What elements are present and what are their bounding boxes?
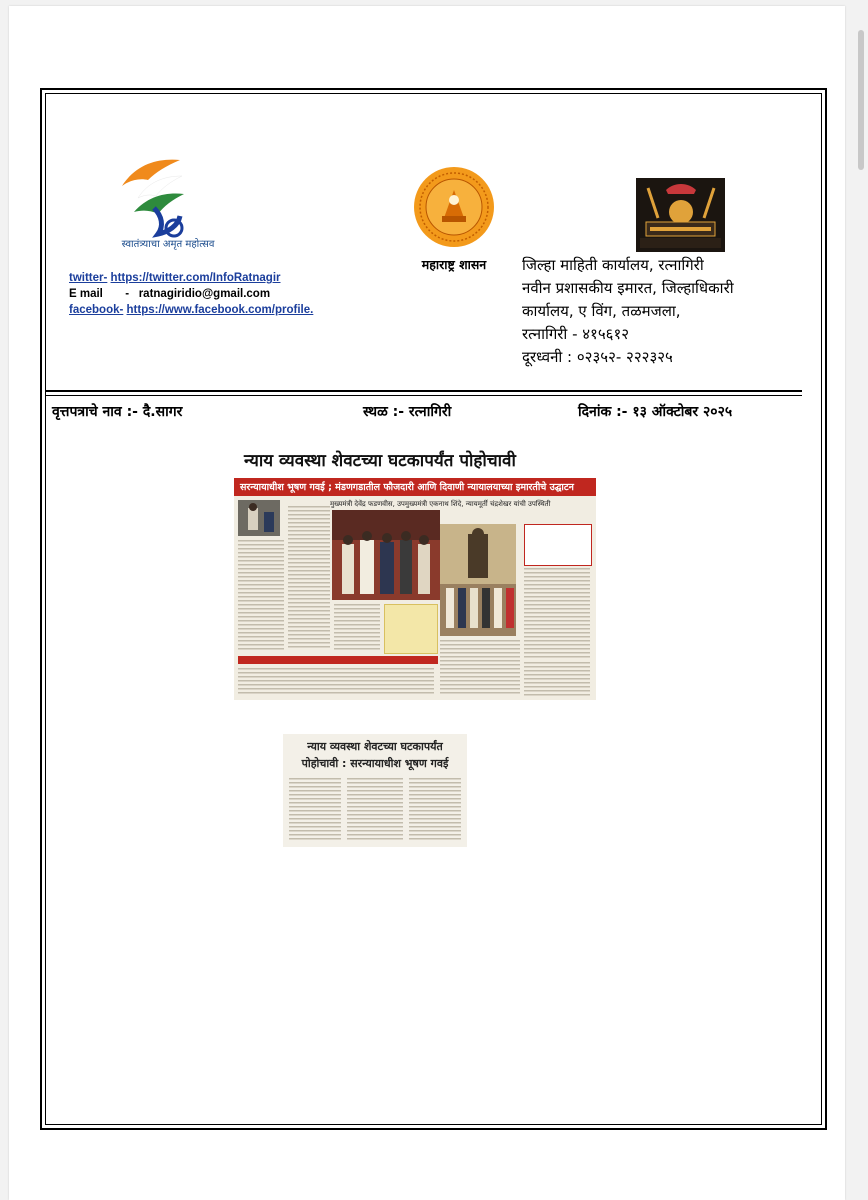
office-address (522, 254, 734, 369)
clipping-headline-bar (234, 444, 596, 478)
twitter-link[interactable]: https://twitter.com/InfoRatnagir (110, 272, 281, 284)
facebook-line (69, 302, 313, 318)
twitter-line (69, 270, 313, 286)
amrit-mahotsav-caption: स्वातंत्र्याचा अमृत महोत्सव (121, 239, 215, 250)
email-separator: - (125, 288, 130, 300)
district-emblem-icon (636, 178, 725, 252)
clipping-text-column (409, 778, 461, 842)
clipping-info-box (524, 524, 592, 566)
clipping-small-headline-line-1: न्याय व्यवस्था शेवटच्या घटकापर्यंत (307, 740, 443, 753)
facebook-link[interactable]: https://www.facebook.com/profile. (126, 304, 314, 316)
address-line-4: रत्नागिरी - ४१५६१२ (522, 325, 630, 343)
clipping-photo-group (332, 510, 440, 600)
clipping-text-column (524, 568, 590, 658)
clipping-subheadline-bar (234, 478, 596, 496)
address-line-1: जिल्हा माहिती कार्यालय, रत्नागिरी (522, 256, 704, 274)
clipping-text-column (347, 778, 403, 842)
clipping-text-column (334, 604, 380, 652)
clipping-text-column (289, 778, 341, 842)
clipping-headline: न्याय व्यवस्था शेवटच्या घटकापर्यंत पोहोचावी (244, 451, 516, 471)
clipping-text-column (288, 506, 330, 650)
clipping-photo-statue (440, 524, 516, 636)
clipping-photo-small (238, 500, 280, 536)
clipping-caption: मुख्यमंत्री देवेंद्र फडणवीस, उपमुख्यमंत्री एकनाथ शिंदे, न्यायमूर्ती चंद्रशेखर यांची उपस्थिती (330, 500, 551, 508)
clipping-text-column (238, 668, 434, 696)
email-value: ratnagiridio@gmail.com (138, 288, 271, 300)
place: स्थळ :- रत्नागिरी (363, 404, 452, 420)
contact-links (69, 270, 313, 318)
newspaper-clipping-main (234, 444, 596, 700)
clipping-text-column (524, 662, 590, 696)
clipping-highlight-box (384, 604, 438, 654)
email-line (69, 286, 313, 302)
address-line-2: नवीन प्रशासकीय इमारत, जिल्हाधिकारी (522, 279, 734, 297)
clipping-red-strip (238, 656, 438, 664)
clipping-subheadline: सरन्यायाधीश भूषण गवई ; मंडणगडातील फौजदारी आणि दिवाणी न्यायालयाच्या इमारतीचे उद्घाटन (240, 482, 574, 493)
clipping-text-column (238, 540, 284, 650)
address-line-3: कार्यालय, ए विंग, तळमजला, (522, 302, 681, 320)
address-line-5: दूरध्वनी : ०२३५२- २२२३२५ (522, 348, 673, 366)
header-divider-thick (46, 390, 802, 392)
clipping-small-headline-line-2: पोहोचावी : सरन्यायाधीश भूषण गवई (301, 757, 449, 770)
maharashtra-shasan-caption: महाराष्ट्र शासन (421, 257, 487, 272)
twitter-label: twitter- (69, 272, 108, 284)
header-divider-thin (46, 395, 802, 396)
newspaper-clipping-small (283, 734, 467, 847)
clipping-text-column (440, 640, 520, 696)
facebook-label: facebook- (69, 304, 124, 316)
date: दिनांक :- १३ ऑक्टोबर २०२५ (578, 404, 733, 420)
scrollbar[interactable] (858, 30, 864, 170)
maharashtra-seal-icon (413, 166, 495, 248)
newspaper-name: वृत्तपत्राचे नाव :- दै.सागर (52, 404, 183, 420)
email-label: E mail (69, 288, 103, 300)
clipping-small-headline (291, 738, 459, 772)
